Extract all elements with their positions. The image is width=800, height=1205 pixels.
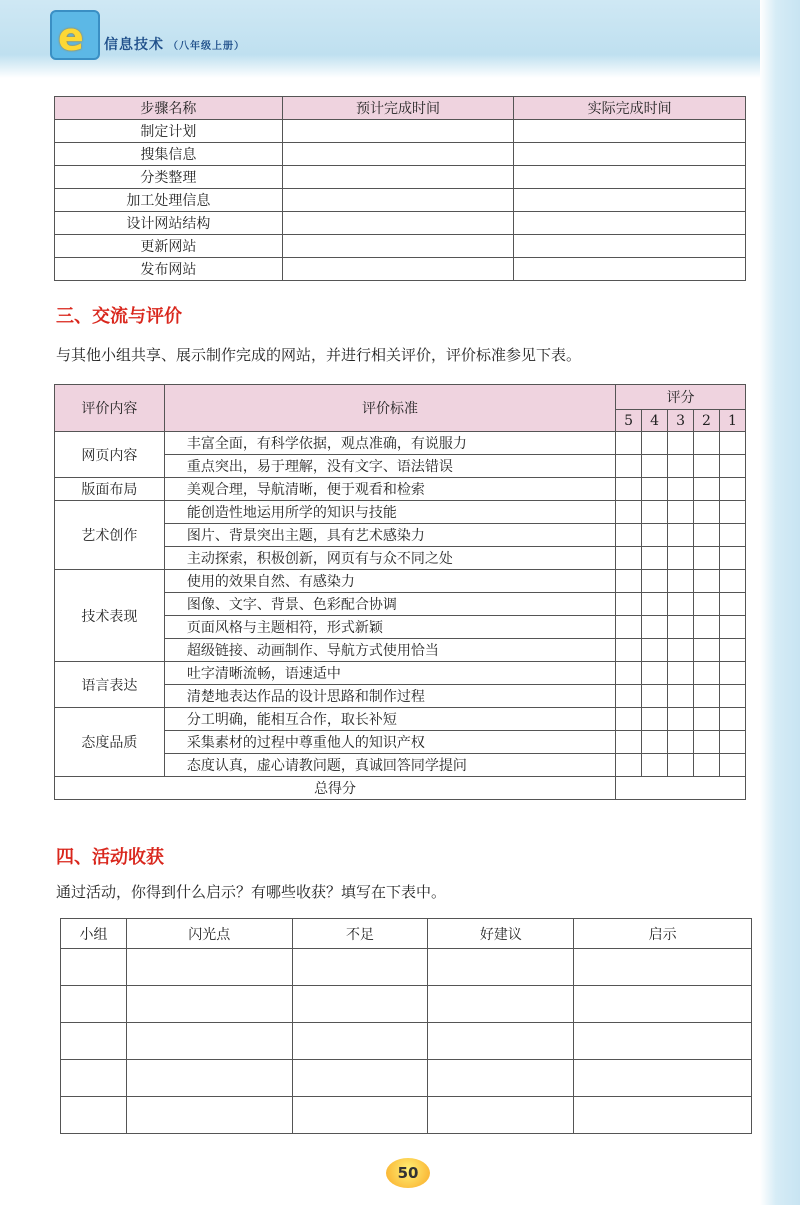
score-cell[interactable] [720,455,746,478]
score-cell[interactable] [694,455,720,478]
score-cell[interactable] [616,754,642,777]
score-cell[interactable] [616,478,642,501]
total-row [55,777,746,800]
empty-cell[interactable] [574,1097,752,1134]
empty-cell[interactable] [292,1097,428,1134]
eval-category: 技术表现 [55,570,165,662]
score-cell[interactable] [668,685,694,708]
header-group: 小组 [61,919,127,949]
eval-category: 艺术创作 [55,501,165,570]
planned-time-cell[interactable] [282,258,514,281]
empty-cell[interactable] [61,1023,127,1060]
score-cell[interactable] [694,685,720,708]
score-cell[interactable] [720,731,746,754]
planned-time-cell[interactable] [282,212,514,235]
score-cell[interactable] [720,708,746,731]
score-cell[interactable] [694,432,720,455]
table-row [55,189,746,212]
steps-table [54,96,746,281]
evaluation-body [55,432,746,777]
score-cell[interactable] [642,708,668,731]
table-row [55,166,746,189]
score-cell[interactable] [668,731,694,754]
score-cell[interactable] [616,524,642,547]
header-step-name: 步骤名称 [55,97,283,120]
book-grade: （八年级上册） [168,41,245,52]
table-row [55,662,746,685]
eval-criterion: 采集素材的过程中尊重他人的知识产权 [164,731,615,754]
score-cell[interactable] [616,685,642,708]
header-actual-time: 实际完成时间 [514,97,746,120]
score-cell[interactable] [616,731,642,754]
score-cell[interactable] [668,547,694,570]
empty-cell[interactable] [292,986,428,1023]
eval-criterion: 图像、文字、背景、色彩配合协调 [164,593,615,616]
gains-table [60,918,752,1134]
eval-criterion: 美观合理，导航清晰，便于观看和检索 [164,478,615,501]
empty-cell[interactable] [574,1060,752,1097]
empty-cell[interactable] [428,1023,574,1060]
score-cell[interactable] [642,731,668,754]
score-cell[interactable] [720,501,746,524]
eval-category: 网页内容 [55,432,165,478]
step-name: 设计网站结构 [55,212,283,235]
eval-criterion: 吐字清晰流畅，语速适中 [164,662,615,685]
empty-cell[interactable] [126,949,292,986]
evaluation-table [54,384,746,800]
score-cell[interactable] [694,501,720,524]
planned-time-cell[interactable] [282,189,514,212]
score-cell[interactable] [720,547,746,570]
empty-cell[interactable] [292,1023,428,1060]
score-cell[interactable] [616,501,642,524]
score-cell[interactable] [668,593,694,616]
empty-cell[interactable] [292,1060,428,1097]
score-cell[interactable] [694,708,720,731]
empty-cell[interactable] [292,949,428,986]
total-score-cell[interactable] [616,777,746,800]
score-cell[interactable] [720,685,746,708]
eval-category: 语言表达 [55,662,165,708]
score-cell[interactable] [668,662,694,685]
eval-criterion: 丰富全面，有科学依据，观点准确，有说服力 [164,432,615,455]
empty-cell[interactable] [126,1060,292,1097]
score-cell[interactable] [642,570,668,593]
table-row [55,432,746,455]
empty-cell[interactable] [574,949,752,986]
planned-time-cell[interactable] [282,235,514,258]
empty-cell[interactable] [126,1097,292,1134]
section-intro-gains: 通过活动，你得到什么启示？有哪些收获？填写在下表中。 [56,883,447,901]
eval-criterion: 主动探索，积极创新，网页有与众不同之处 [164,547,615,570]
empty-cell[interactable] [428,1097,574,1134]
empty-cell[interactable] [61,1060,127,1097]
score-cell[interactable] [642,662,668,685]
score-cell[interactable] [668,501,694,524]
score-5: 5 [616,410,642,432]
score-cell[interactable] [616,432,642,455]
score-cell[interactable] [616,662,642,685]
gains-table-header [61,919,752,949]
table-row [55,258,746,281]
table-row [61,1097,752,1134]
score-cell[interactable] [694,731,720,754]
table-row [61,1060,752,1097]
side-decoration [760,0,800,1205]
score-cell[interactable] [694,662,720,685]
score-cell[interactable] [720,524,746,547]
eval-criterion: 清楚地表达作品的设计思路和制作过程 [164,685,615,708]
score-cell[interactable] [668,455,694,478]
score-cell[interactable] [616,593,642,616]
eval-criterion: 态度认真，虚心请教问题，真诚回答同学提问 [164,754,615,777]
eval-criterion: 重点突出，易于理解，没有文字、语法错误 [164,455,615,478]
score-cell[interactable] [642,455,668,478]
eval-category: 态度品质 [55,708,165,777]
score-cell[interactable] [720,754,746,777]
empty-cell[interactable] [126,1023,292,1060]
eval-criterion: 超级链接、动画制作、导航方式使用恰当 [164,639,615,662]
empty-cell[interactable] [574,1023,752,1060]
page-header [0,0,800,78]
eval-criterion: 图片、背景突出主题，具有艺术感染力 [164,524,615,547]
table-row [55,708,746,731]
score-cell[interactable] [694,570,720,593]
ie-logo-icon: e [50,10,100,60]
header-suggestion: 好建议 [428,919,574,949]
score-cell[interactable] [642,524,668,547]
table-row [55,120,746,143]
score-4: 4 [642,410,668,432]
empty-cell[interactable] [126,986,292,1023]
score-cell[interactable] [668,478,694,501]
score-cell[interactable] [668,708,694,731]
eval-criterion: 分工明确，能相互合作，取长补短 [164,708,615,731]
header-shortcoming: 不足 [292,919,428,949]
score-cell[interactable] [720,593,746,616]
score-cell[interactable] [668,524,694,547]
header-highlight: 闪光点 [126,919,292,949]
score-cell[interactable] [694,547,720,570]
score-cell[interactable] [720,662,746,685]
score-cell[interactable] [642,593,668,616]
score-cell[interactable] [694,478,720,501]
score-cell[interactable] [668,616,694,639]
score-cell[interactable] [616,616,642,639]
score-cell[interactable] [694,639,720,662]
score-cell[interactable] [720,616,746,639]
empty-cell[interactable] [428,1060,574,1097]
score-cell[interactable] [616,455,642,478]
score-cell[interactable] [720,570,746,593]
score-3: 3 [668,410,694,432]
step-name: 制定计划 [55,120,283,143]
score-cell[interactable] [642,432,668,455]
actual-time-cell[interactable] [514,166,746,189]
score-cell[interactable] [720,478,746,501]
score-cell[interactable] [642,685,668,708]
score-cell[interactable] [616,547,642,570]
step-name: 发布网站 [55,258,283,281]
score-cell[interactable] [642,547,668,570]
step-name: 加工处理信息 [55,189,283,212]
planned-time-cell[interactable] [282,166,514,189]
table-row [55,235,746,258]
section-title-gains: 四、活动收获 [56,847,164,868]
actual-time-cell[interactable] [514,235,746,258]
empty-cell[interactable] [61,949,127,986]
table-row [55,501,746,524]
score-cell[interactable] [642,616,668,639]
score-1: 1 [720,410,746,432]
eval-criterion: 能创造性地运用所学的知识与技能 [164,501,615,524]
empty-cell[interactable] [428,986,574,1023]
eval-category: 版面布局 [55,478,165,501]
score-cell[interactable] [694,593,720,616]
score-cell[interactable] [694,524,720,547]
score-cell[interactable] [720,639,746,662]
step-name: 更新网站 [55,235,283,258]
empty-cell[interactable] [61,986,127,1023]
header-inspiration: 启示 [574,919,752,949]
score-2: 2 [694,410,720,432]
header-planned-time: 预计完成时间 [282,97,514,120]
book-title: 信息技术 （八年级上册） [104,37,245,53]
score-cell[interactable] [616,639,642,662]
actual-time-cell[interactable] [514,212,746,235]
score-cell[interactable] [616,708,642,731]
planned-time-cell[interactable] [282,143,514,166]
step-name: 搜集信息 [55,143,283,166]
header-eval-content: 评价内容 [55,385,165,432]
score-cell[interactable] [668,639,694,662]
score-cell[interactable] [720,432,746,455]
table-row [61,1023,752,1060]
table-row [55,143,746,166]
table-row [55,478,746,501]
score-cell[interactable] [668,570,694,593]
header-score: 评分 [616,385,746,410]
steps-table-header [55,97,746,120]
score-cell[interactable] [668,754,694,777]
total-score-label: 总得分 [55,777,616,800]
table-row [55,570,746,593]
score-cell[interactable] [616,570,642,593]
score-cell[interactable] [642,754,668,777]
step-name: 分类整理 [55,166,283,189]
eval-criterion: 使用的效果自然、有感染力 [164,570,615,593]
score-cell[interactable] [642,501,668,524]
score-cell[interactable] [668,432,694,455]
section-intro-exchange: 与其他小组共享、展示制作完成的网站，并进行相关评价，评价标准参见下表。 [56,346,582,364]
eval-criterion: 页面风格与主题相符，形式新颖 [164,616,615,639]
planned-time-cell[interactable] [282,120,514,143]
table-row [61,949,752,986]
actual-time-cell[interactable] [514,143,746,166]
score-cell[interactable] [694,754,720,777]
table-row [55,212,746,235]
header-eval-criteria: 评价标准 [164,385,615,432]
section-title-exchange: 三、交流与评价 [56,306,182,327]
table-row [61,986,752,1023]
score-cell[interactable] [694,616,720,639]
score-cell[interactable] [642,639,668,662]
score-cell[interactable] [642,478,668,501]
page-number: 50 [386,1158,430,1188]
empty-cell[interactable] [574,986,752,1023]
actual-time-cell[interactable] [514,120,746,143]
empty-cell[interactable] [428,949,574,986]
empty-cell[interactable] [61,1097,127,1134]
actual-time-cell[interactable] [514,189,746,212]
actual-time-cell[interactable] [514,258,746,281]
